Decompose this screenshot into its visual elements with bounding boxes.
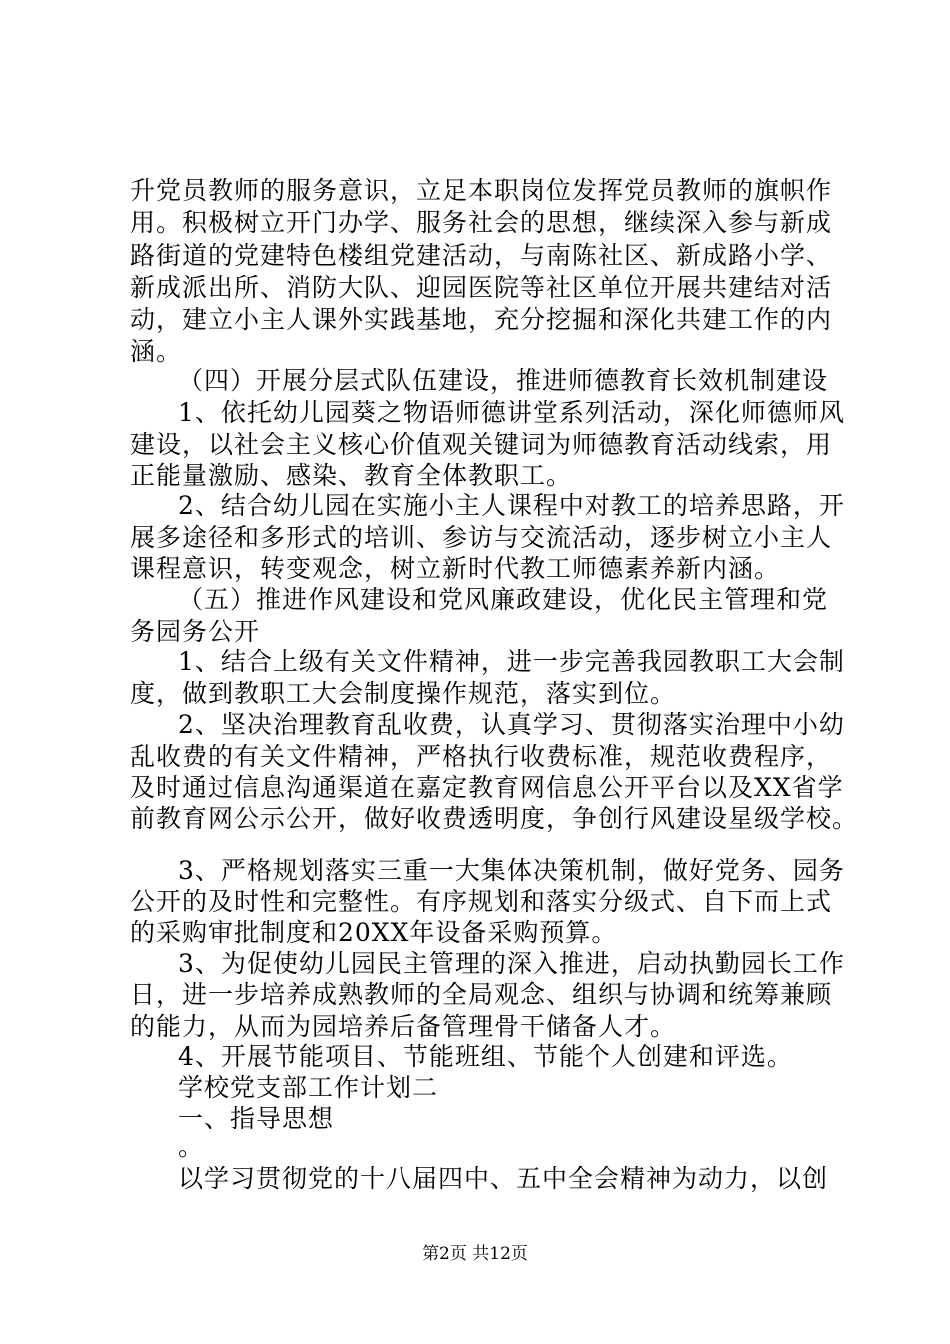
text-line: 升党员教师的服务意识，立足本职岗位发挥党员教师的旗帜作 xyxy=(130,176,833,205)
text-line: 3、严格规划落实三重一大集体决策机制，做好党务、园务 xyxy=(178,856,845,885)
text-line: 度，做到教职工大会制度操作规范，落实到位。 xyxy=(130,679,677,708)
text-line: 课程意识，转变观念，树立新时代教工师德素养新内涵。 xyxy=(130,554,781,583)
text-line: 2、结合幼儿园在实施小主人课程中对教工的培养思路，开 xyxy=(178,491,845,520)
text-line: 1、结合上级有关文件精神，进一步完善我园教职工大会制 xyxy=(178,647,845,676)
section-heading: 学校党支部工作计划二 xyxy=(178,1073,439,1102)
text-line: 的采购审批制度和20XX年设备采购预算。 xyxy=(130,918,618,947)
text-line: 以学习贯彻党的十八届四中、五中全会精神为动力，以创 xyxy=(178,1164,829,1193)
text-line: 新成派出所、消防大队、迎园医院等社区单位开展共建结对活 xyxy=(130,273,833,302)
text-line: 4、开展节能项目、节能班组、节能个人创建和评选。 xyxy=(178,1042,793,1071)
text-line: 1、依托幼儿园葵之物语师德讲堂系列活动，深化师德师风 xyxy=(178,398,845,427)
text-line: 。 xyxy=(178,1132,205,1161)
text-line: 前教育网公示公开，做好收费透明度，争创行风建设星级学校。 xyxy=(130,804,859,833)
text-line: 涵。 xyxy=(130,337,183,366)
text-line: 及时通过信息沟通渠道在嘉定教育网信息公开平台以及XX省学 xyxy=(130,773,844,802)
text-line: 用。积极树立开门办学、服务社会的思想，继续深入参与新成 xyxy=(130,208,833,237)
text-line: 日，进一步培养成熟教师的全局观念、组织与协调和统筹兼顾 xyxy=(130,980,833,1009)
text-line: 公开的及时性和完整性。有序规划和落实分级式、自下而上式 xyxy=(130,887,833,916)
text-line: 建设，以社会主义核心价值观关键词为师德教育活动线索，用 xyxy=(130,430,833,459)
page-number-footer: 第2页 共12页 xyxy=(422,1244,528,1264)
text-line: 的能力，从而为园培养后备管理骨干储备人才。 xyxy=(130,1012,677,1041)
text-line: 动，建立小主人课外实践基地，充分挖掘和深化共建工作的内 xyxy=(130,305,833,334)
section-heading: 一、指导思想 xyxy=(178,1104,335,1133)
text-line: 3、为促使幼儿园民主管理的深入推进，启动执勤园长工作 xyxy=(178,949,845,978)
text-line: 展多途径和多形式的培训、参访与交流活动，逐步树立小主人 xyxy=(130,523,833,552)
section-heading: （四）开展分层式队伍建设，推进师德教育长效机制建设 xyxy=(178,366,829,395)
text-line: 路街道的党建特色楼组党建活动，与南陈社区、新成路小学、 xyxy=(130,241,833,270)
text-line: 正能量激励、感染、教育全体教职工。 xyxy=(130,461,573,490)
section-heading: 务园务公开 xyxy=(130,617,261,646)
section-heading: （五）推进作风建设和党风廉政建设，优化民主管理和党 xyxy=(178,585,829,614)
text-line: 2、坚决治理教育乱收费，认真学习、贯彻落实治理中小幼 xyxy=(178,710,845,739)
text-line: 乱收费的有关文件精神，严格执行收费标准，规范收费程序， xyxy=(130,742,833,771)
